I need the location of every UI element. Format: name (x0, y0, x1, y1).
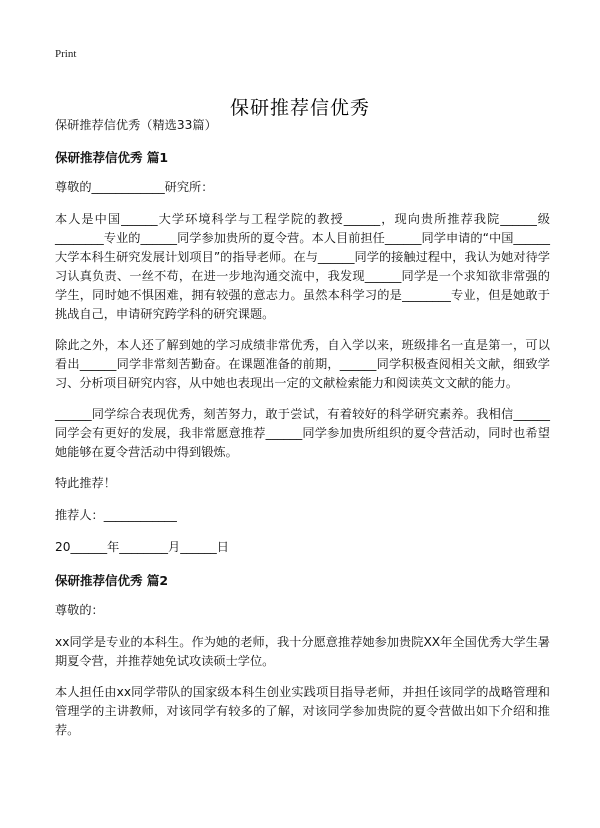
closing-text: 特此推荐！ (55, 476, 116, 490)
paragraph-2-2: 本人担任由xx同学带队的国家级本科生创业实践项目指导老师，并担任该同学的战略管理和管理学的主讲教师，对该同学有较多的了解，对该同学参加贵院的夏令营做出如下介绍和推荐。 (55, 685, 550, 737)
section-2 (55, 571, 550, 740)
greeting-1: 尊敬的____________研究所： (55, 180, 214, 194)
print-label: Print (55, 48, 77, 60)
date-line: 20______年________月______日 (55, 540, 229, 554)
paragraph-1-3: ______同学综合表现优秀，刻苦努力，敢于尝试，有着较好的科学研究素养。我相信______同学会有更好的发展，我非常愿意推荐______同学参加贵所组织的夏令营活动，同时也希望她能够在夏令营活动中得到锻炼。 (55, 407, 550, 459)
section-heading-2: 保研推荐信优秀 篇2 (55, 573, 169, 588)
document-title: 保研推荐信优秀 (229, 96, 370, 119)
section-heading-1: 保研推荐信优秀 篇1 (55, 150, 169, 165)
document-subtitle: 保研推荐信优秀（精选33篇） (55, 118, 217, 132)
paragraph-1-2: 除此之外，本人还了解到她的学习成绩非常优秀，自入学以来，班级排名一直是第一，可以看出______同学非常刻苦勤奋。在课题准备的前期，______同学积极查阅相关文献，细致学习、分析项目研究内容，从中她也表现出一定的文献检索能力和阅读英文文献的能力。 (55, 338, 550, 390)
document-body (55, 116, 550, 752)
greeting-2: 尊敬的： (55, 603, 104, 617)
paragraph-2-1: xx同学是专业的本科生。作为她的老师，我十分愿意推荐她参加贵院XX年全国优秀大学生暑期夏令营，并推荐她免试攻读硕士学位。 (55, 635, 550, 668)
signature-line: 推荐人：____________ (55, 508, 177, 522)
paragraph-1-1: 本人是中国______大学环境科学与工程学院的教授______，现向贵所推荐我院______级________专业的______同学参加贵所的夏令营。本人目前担任______同学申请的“中国______大学本科生研究发展计划项目”的指导老师。在与______同学的接触过程中，我认为她对待学习认真负责、一丝不苟，在进一步地沟通交流中，我发现______同学是一个求知欲非常强的学生，同时她不惧困难，拥有较强的意志力。虽然本科学习的是________专业，但是她敢于挑战自己，申请研究跨学科的研究课题。 (55, 212, 550, 321)
